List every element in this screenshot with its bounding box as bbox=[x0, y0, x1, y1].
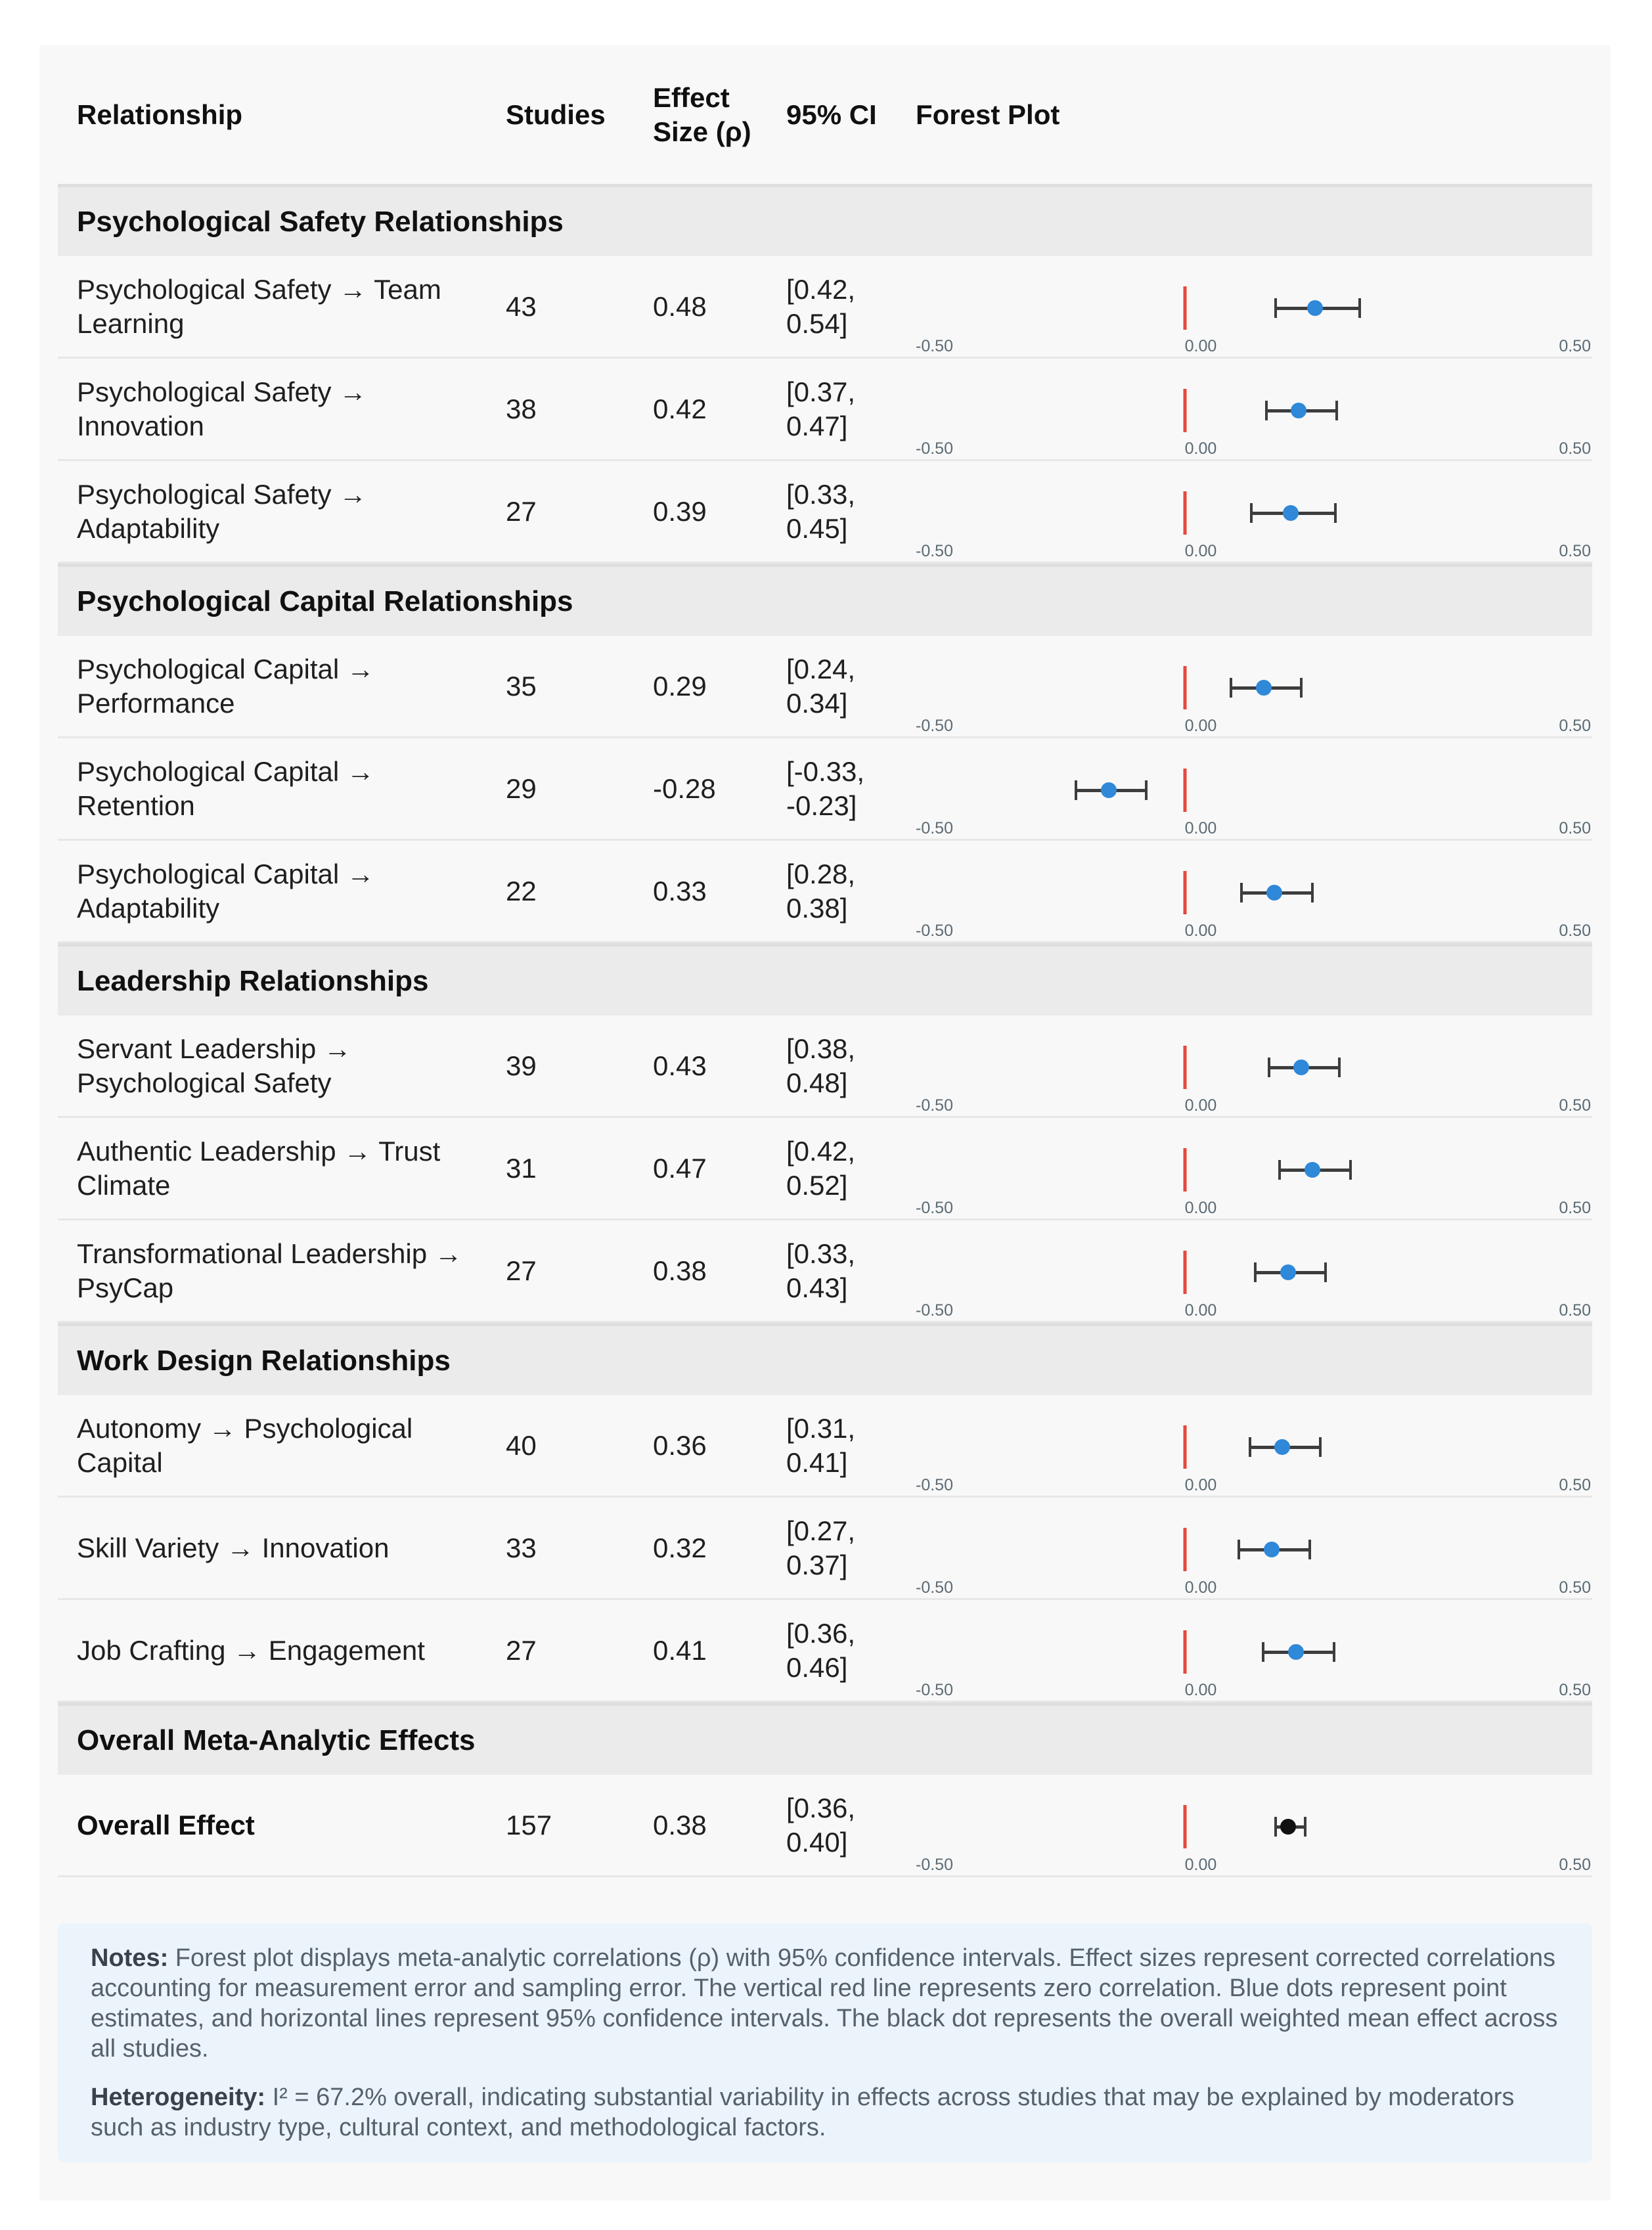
section-header-row bbox=[58, 943, 1592, 1015]
effect-size-cell: 0.43 bbox=[653, 1050, 707, 1081]
forest-plot bbox=[913, 1395, 1592, 1496]
axis-tick-left: -0.50 bbox=[916, 1199, 953, 1217]
ci-cell: [0.33, 0.45] bbox=[786, 478, 856, 544]
effect-dot bbox=[1283, 505, 1299, 521]
table-row bbox=[58, 841, 1592, 943]
axis-tick-zero: 0.00 bbox=[1184, 1681, 1217, 1699]
relationship-cell: Transformational Leadership → PsyCap bbox=[77, 1238, 462, 1303]
section-header-row bbox=[58, 564, 1592, 636]
heterogeneity-label: Heterogeneity: bbox=[91, 2084, 266, 2111]
axis-tick-left: -0.50 bbox=[916, 922, 953, 940]
table-body bbox=[58, 184, 1592, 1877]
effect-size-cell: 0.48 bbox=[653, 290, 707, 322]
studies-cell: 31 bbox=[506, 1152, 537, 1184]
axis-tick-left: -0.50 bbox=[916, 1096, 953, 1115]
relationship-cell: Job Crafting → Engagement bbox=[77, 1634, 425, 1666]
zero-line bbox=[1183, 769, 1186, 812]
axis-tick-left: -0.50 bbox=[916, 717, 953, 735]
forest-plot bbox=[913, 256, 1592, 357]
forest-plot bbox=[913, 1220, 1592, 1321]
table-row bbox=[58, 256, 1592, 359]
axis-tick-zero: 0.00 bbox=[1184, 1476, 1217, 1494]
axis-tick-right: 0.50 bbox=[1559, 1856, 1591, 1874]
studies-cell: 22 bbox=[506, 875, 537, 906]
axis-tick-zero: 0.00 bbox=[1184, 439, 1217, 458]
axis-tick-left: -0.50 bbox=[916, 1476, 953, 1494]
axis-tick-left: -0.50 bbox=[916, 819, 953, 837]
notes-box bbox=[58, 1923, 1592, 2162]
axis-tick-left: -0.50 bbox=[916, 439, 953, 458]
effect-dot bbox=[1256, 680, 1272, 696]
zero-line bbox=[1183, 286, 1186, 330]
forest-plot bbox=[913, 461, 1592, 562]
studies-cell: 27 bbox=[506, 495, 537, 527]
ci-cell: [0.36, 0.46] bbox=[786, 1617, 856, 1683]
effect-size-cell: 0.29 bbox=[653, 670, 707, 702]
axis-tick-zero: 0.00 bbox=[1184, 922, 1217, 940]
effect-size-cell: 0.36 bbox=[653, 1429, 707, 1461]
axis-tick-zero: 0.00 bbox=[1184, 337, 1217, 355]
table-row bbox=[58, 636, 1592, 738]
ci-cell: [0.27, 0.37] bbox=[786, 1515, 856, 1580]
ci-cell: [-0.33, -0.23] bbox=[786, 755, 865, 821]
forest-plot bbox=[913, 1498, 1592, 1598]
effect-size-cell: -0.28 bbox=[653, 772, 716, 804]
forest-plot bbox=[913, 359, 1592, 459]
axis-tick-right: 0.50 bbox=[1559, 1476, 1591, 1494]
table-row bbox=[58, 359, 1592, 461]
axis-tick-right: 0.50 bbox=[1559, 1199, 1591, 1217]
section-header-label: Psychological Safety Relationships bbox=[77, 205, 564, 238]
zero-line bbox=[1183, 1528, 1186, 1571]
heterogeneity-paragraph bbox=[91, 2082, 1559, 2143]
axis-tick-right: 0.50 bbox=[1559, 1681, 1591, 1699]
effect-size-cell: 0.39 bbox=[653, 495, 707, 527]
relationship-cell: Psychological Safety → Innovation bbox=[77, 376, 367, 441]
table-row bbox=[58, 1775, 1592, 1877]
zero-line bbox=[1183, 389, 1186, 432]
relationship-cell: Psychological Safety → Adaptability bbox=[77, 478, 367, 544]
forest-plot bbox=[913, 841, 1592, 941]
effect-dot bbox=[1266, 885, 1282, 901]
relationship-cell: Psychological Safety → Team Learning bbox=[77, 273, 441, 339]
axis-tick-zero: 0.00 bbox=[1184, 1096, 1217, 1115]
axis-tick-zero: 0.00 bbox=[1184, 1301, 1217, 1320]
table-header-row bbox=[58, 45, 1592, 184]
studies-cell: 38 bbox=[506, 393, 537, 424]
ci-cell: [0.42, 0.52] bbox=[786, 1135, 856, 1201]
section-header-row bbox=[58, 1323, 1592, 1395]
axis-tick-right: 0.50 bbox=[1559, 819, 1591, 837]
axis-tick-left: -0.50 bbox=[916, 1578, 953, 1597]
relationship-cell: Autonomy → Psychological Capital bbox=[77, 1412, 413, 1478]
section-header-row bbox=[58, 184, 1592, 256]
ci-cell: [0.24, 0.34] bbox=[786, 653, 856, 719]
effect-dot bbox=[1307, 300, 1323, 316]
relationship-cell: Psychological Capital → Adaptability bbox=[77, 858, 374, 924]
notes-paragraph bbox=[91, 1943, 1559, 2064]
zero-line bbox=[1183, 1630, 1186, 1674]
studies-cell: 29 bbox=[506, 772, 537, 804]
zero-line bbox=[1183, 1251, 1186, 1294]
zero-line bbox=[1183, 491, 1186, 535]
ci-cell: [0.38, 0.48] bbox=[786, 1033, 856, 1098]
studies-cell: 27 bbox=[506, 1255, 537, 1286]
axis-tick-right: 0.50 bbox=[1559, 922, 1591, 940]
meta-analysis-table-card bbox=[39, 45, 1611, 2200]
relationship-cell: Servant Leadership → Psychological Safety bbox=[77, 1033, 351, 1098]
table-row bbox=[58, 1118, 1592, 1220]
section-header-label: Overall Meta-Analytic Effects bbox=[77, 1724, 476, 1756]
axis-tick-zero: 0.00 bbox=[1184, 542, 1217, 560]
relationship-cell: Skill Variety → Innovation bbox=[77, 1532, 390, 1563]
studies-cell: 33 bbox=[506, 1532, 537, 1563]
column-header-forest-plot: Forest Plot bbox=[916, 99, 1060, 130]
notes-text: Forest plot displays meta-analytic correlations (ρ) with 95% confidence intervals. Effect sizes represent corrected correlations accounting for measurement error and sampling error. The vertical red line represents zero correlation. Blue dots represent point estimates, and horizontal lines represent 95% confidence intervals. The black dot represents the overall weighted mean effect across all studies. bbox=[91, 1944, 1558, 2063]
forest-plot bbox=[913, 1015, 1592, 1116]
axis-tick-left: -0.50 bbox=[916, 1681, 953, 1699]
effect-size-cell: 0.41 bbox=[653, 1634, 707, 1666]
table-row bbox=[58, 1600, 1592, 1703]
section-header-label: Leadership Relationships bbox=[77, 964, 429, 997]
studies-cell: 40 bbox=[506, 1429, 537, 1461]
effect-dot bbox=[1274, 1439, 1290, 1455]
axis-tick-left: -0.50 bbox=[916, 1301, 953, 1320]
forest-plot bbox=[913, 1118, 1592, 1218]
zero-line bbox=[1183, 1425, 1186, 1469]
zero-line bbox=[1183, 1046, 1186, 1089]
axis-tick-right: 0.50 bbox=[1559, 1301, 1591, 1320]
section-header-label: Psychological Capital Relationships bbox=[77, 585, 573, 617]
column-header-ci: 95% CI bbox=[786, 99, 877, 130]
column-header-effect-size bbox=[653, 81, 786, 149]
ci-cell: [0.31, 0.41] bbox=[786, 1412, 856, 1478]
ci-cell: [0.28, 0.38] bbox=[786, 858, 856, 924]
column-header-effect-size-label: Effect Size (ρ) bbox=[653, 81, 751, 147]
zero-line bbox=[1183, 666, 1186, 709]
effect-size-cell: 0.42 bbox=[653, 393, 707, 424]
effect-dot bbox=[1101, 782, 1117, 798]
heterogeneity-text: I² = 67.2% overall, indicating substantial variability in effects across studies that may be explained by moderators such as industry type, cultural context, and methodological factors. bbox=[91, 2084, 1515, 2141]
effect-size-cell: 0.38 bbox=[653, 1809, 707, 1840]
axis-tick-right: 0.50 bbox=[1559, 542, 1591, 560]
axis-tick-left: -0.50 bbox=[916, 337, 953, 355]
table-row bbox=[58, 1498, 1592, 1600]
studies-cell: 27 bbox=[506, 1634, 537, 1666]
effect-dot bbox=[1293, 1059, 1309, 1075]
relationship-cell: Overall Effect bbox=[77, 1809, 255, 1840]
axis-tick-zero: 0.00 bbox=[1184, 1199, 1217, 1217]
studies-cell: 39 bbox=[506, 1050, 537, 1081]
axis-tick-left: -0.50 bbox=[916, 542, 953, 560]
axis-tick-zero: 0.00 bbox=[1184, 1856, 1217, 1874]
ci-cell: [0.37, 0.47] bbox=[786, 376, 856, 441]
zero-line bbox=[1183, 1805, 1186, 1848]
zero-line bbox=[1183, 1148, 1186, 1192]
studies-cell: 35 bbox=[506, 670, 537, 702]
effect-dot bbox=[1280, 1819, 1296, 1835]
column-header-studies: Studies bbox=[506, 99, 606, 130]
relationship-cell: Psychological Capital → Retention bbox=[77, 755, 374, 821]
notes-label: Notes: bbox=[91, 1944, 169, 1972]
effect-size-cell: 0.47 bbox=[653, 1152, 707, 1184]
table-row bbox=[58, 1395, 1592, 1498]
axis-tick-right: 0.50 bbox=[1559, 337, 1591, 355]
effect-dot bbox=[1288, 1644, 1304, 1660]
studies-cell: 157 bbox=[506, 1809, 552, 1840]
ci-cell: [0.33, 0.43] bbox=[786, 1238, 856, 1303]
axis-tick-right: 0.50 bbox=[1559, 439, 1591, 458]
table-row bbox=[58, 1220, 1592, 1323]
zero-line bbox=[1183, 871, 1186, 914]
effect-dot bbox=[1305, 1162, 1320, 1178]
effect-size-cell: 0.33 bbox=[653, 875, 707, 906]
axis-tick-left: -0.50 bbox=[916, 1856, 953, 1874]
effect-size-cell: 0.38 bbox=[653, 1255, 707, 1286]
ci-cell: [0.36, 0.40] bbox=[786, 1792, 856, 1858]
axis-tick-zero: 0.00 bbox=[1184, 717, 1217, 735]
axis-tick-zero: 0.00 bbox=[1184, 819, 1217, 837]
effect-dot bbox=[1280, 1264, 1296, 1280]
axis-tick-right: 0.50 bbox=[1559, 1578, 1591, 1597]
forest-plot bbox=[913, 636, 1592, 736]
ci-cell: [0.42, 0.54] bbox=[786, 273, 856, 339]
forest-plot bbox=[913, 738, 1592, 839]
section-header-label: Work Design Relationships bbox=[77, 1344, 451, 1377]
forest-plot bbox=[913, 1600, 1592, 1701]
relationship-cell: Authentic Leadership → Trust Climate bbox=[77, 1135, 441, 1201]
table-row bbox=[58, 738, 1592, 841]
axis-tick-right: 0.50 bbox=[1559, 717, 1591, 735]
effect-dot bbox=[1264, 1542, 1280, 1557]
table-row bbox=[58, 1015, 1592, 1118]
axis-tick-right: 0.50 bbox=[1559, 1096, 1591, 1115]
relationship-cell: Psychological Capital → Performance bbox=[77, 653, 374, 719]
studies-cell: 43 bbox=[506, 290, 537, 322]
axis-tick-zero: 0.00 bbox=[1184, 1578, 1217, 1597]
forest-plot bbox=[913, 1775, 1592, 1875]
table-row bbox=[58, 461, 1592, 564]
section-header-row bbox=[58, 1703, 1592, 1775]
column-header-relationship: Relationship bbox=[77, 99, 243, 130]
effect-dot bbox=[1291, 403, 1306, 418]
effect-size-cell: 0.32 bbox=[653, 1532, 707, 1563]
